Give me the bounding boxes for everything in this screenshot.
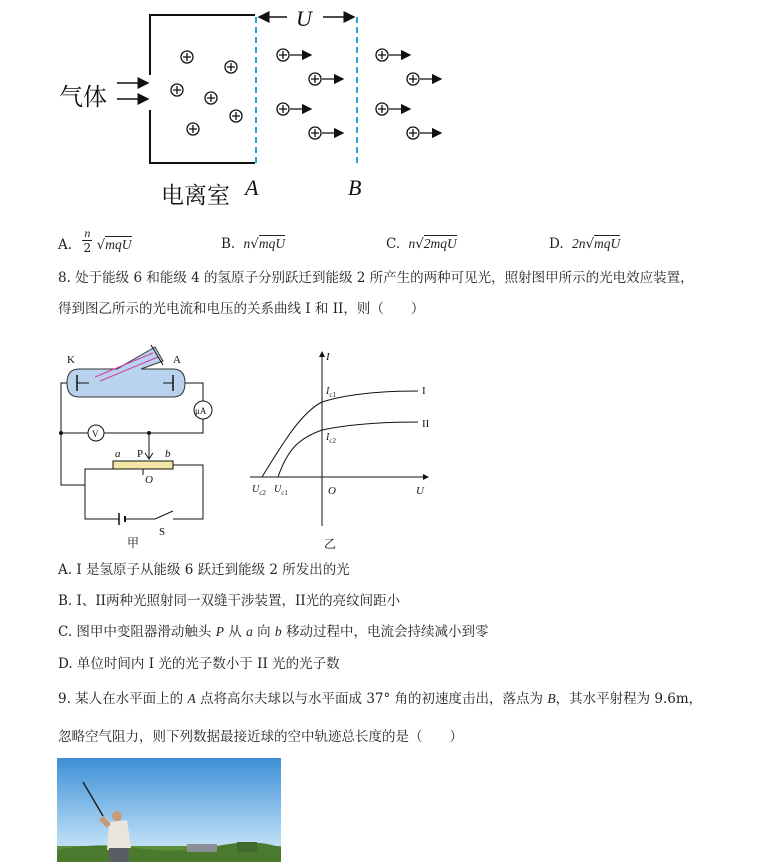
curve-i-label: I <box>422 385 426 397</box>
voltage-label: U <box>296 6 312 31</box>
axis-u-label: U <box>416 485 424 497</box>
origin-label: O <box>328 485 336 497</box>
uc2-label: $U_{c2}$ <box>252 484 266 497</box>
q8-option-b: B. I、II两种光照射同一双缝干涉装置，II光的亮纹间距小 <box>58 593 401 609</box>
golf-photo <box>57 758 281 862</box>
gas-label: 气体 <box>59 85 107 111</box>
curve-ii-label: II <box>422 418 430 430</box>
q7-option-b: B. n√mqU <box>221 236 286 252</box>
label-a-end: a <box>115 448 121 460</box>
axis-i-label: I <box>326 351 330 363</box>
q7-option-c: C. n√2mqU <box>386 236 457 252</box>
ic2-label: $I_{c2}$ <box>326 432 336 445</box>
q8-option-a: A. I 是氢原子从能级 6 跃迁到能级 2 所发出的光 <box>58 562 350 578</box>
ionization-chamber-figure <box>55 5 475 215</box>
ions-moving <box>277 49 441 139</box>
label-b-end: b <box>165 448 171 460</box>
ions-chamber <box>171 51 242 135</box>
chamber-label: 电离室 <box>161 183 230 208</box>
q7-option-d: D. 2n√mqU <box>549 236 621 252</box>
microammeter-label: μA <box>195 406 207 416</box>
label-a: A <box>173 354 181 366</box>
plate-b-label: B <box>348 175 362 200</box>
curve-ii <box>278 422 418 477</box>
ic1-label: $I_{c1}$ <box>326 386 336 399</box>
q8-option-d: D. 单位时间内 I 光的光子数小于 II 光的光子数 <box>58 656 340 672</box>
q9-stem-line1: 9. 某人在水平面上的 A 点将高尔夫球以与水平面成 37° 角的初速度击出，落点为 B，其水平射程为 9.6m， <box>58 691 703 707</box>
q9-stem-line2: 忽略空气阻力，则下列数据最接近球的空中轨迹总长度的是（ ） <box>58 729 463 745</box>
label-o: O <box>145 474 153 486</box>
q8-option-c: C. 图甲中变阻器滑动触头 P 从 a 向 b 移动过程中，电流会持续减小到零 <box>58 624 489 640</box>
figure-jia-caption: 甲 <box>127 536 140 550</box>
label-k: K <box>67 354 75 366</box>
q8-stem-line1: 8. 处于能级 6 和能级 4 的氢原子分别跃迁到能级 2 所产生的两种可见光，照射图甲所示的光电效应装置， <box>58 270 694 286</box>
fraction: $\frac{n}{2}$ <box>83 226 92 255</box>
q8-stem-line2: 得到图乙所示的光电流和电压的关系曲线 I 和 II，则（ ） <box>58 301 425 317</box>
q7-option-a: A. $\frac{n}{2}$ √mqU <box>58 226 132 255</box>
label-s: S <box>159 526 166 538</box>
iu-curve-figure <box>240 338 450 550</box>
uc1-label: $U_{c1}$ <box>274 484 288 497</box>
voltmeter-label: V <box>92 429 99 439</box>
figure-yi-caption: 乙 <box>324 537 337 550</box>
plate-a-label: A <box>245 175 259 200</box>
curve-i <box>262 391 418 477</box>
photoelectric-apparatus-figure <box>55 335 225 550</box>
label-p: P <box>137 448 144 460</box>
